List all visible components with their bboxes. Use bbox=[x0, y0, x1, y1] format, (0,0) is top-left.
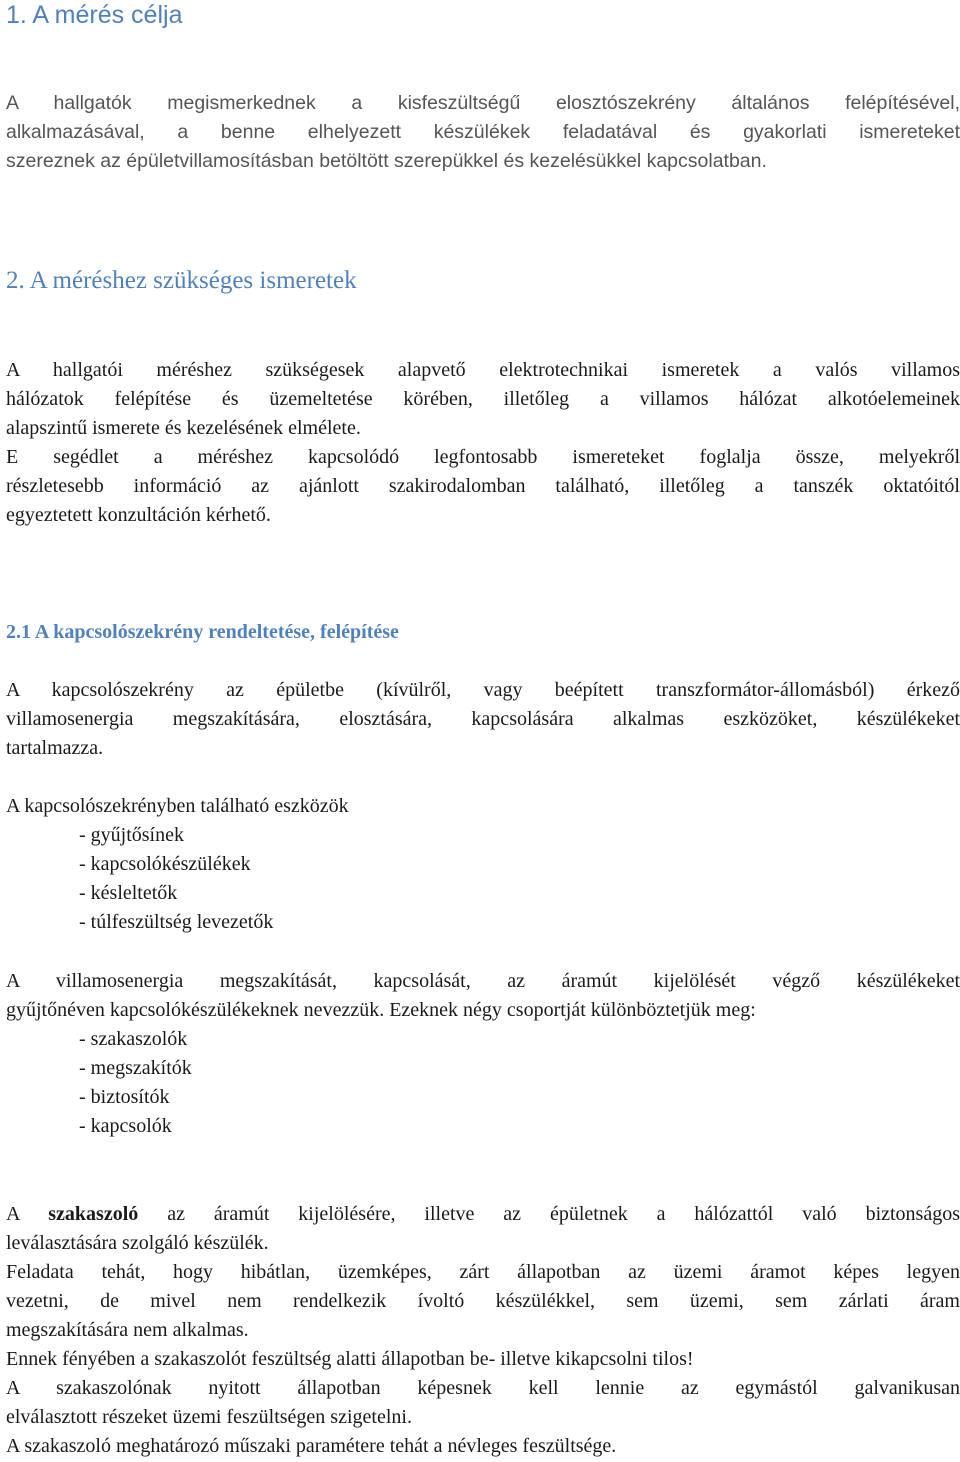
device-list bbox=[79, 821, 273, 937]
paragraph-line: E segédlet a méréshez kapcsolódó legfontosabb ismereteket foglalja össze, melyekről bbox=[6, 446, 960, 468]
paragraph-line: A szakaszoló meghatározó műszaki paramétere tehát a névleges feszültsége. bbox=[6, 1435, 617, 1457]
list-item: - késleltetők bbox=[79, 882, 178, 904]
section-2-paragraph-2 bbox=[6, 443, 960, 530]
paragraph-line: A szakaszolónak nyitott állapotban képesnek kell lennie az egymástól galvanikusan bbox=[6, 1377, 960, 1399]
list-item: - gyűjtősínek bbox=[79, 824, 184, 846]
szakaszolo-parameter bbox=[6, 1432, 960, 1461]
paragraph-line: vezetni, de mivel nem rendelkezik ívoltó készülékkel, sem üzemi, sem zárlati áram bbox=[6, 1290, 960, 1312]
line-prefix: A bbox=[6, 1203, 20, 1225]
paragraph-line: gyűjtőnéven kapcsolókészülékeknek nevezzük. Ezeknek négy csoportját különböztetjük meg: bbox=[6, 999, 756, 1021]
paragraph-line: szereznek az épületvillamosításban betöltött szerepükkel és kezelésükkel kapcsolatban. bbox=[6, 150, 767, 172]
paragraph-line: alkalmazásával, a benne elhelyezett készülékek feladatával és gyakorlati ismereteket bbox=[6, 121, 960, 143]
paragraph-line: tartalmazza. bbox=[6, 737, 104, 759]
line-rest: az áramút kijelölésére, illetve az épületnek a hálózattól való biztonságos bbox=[167, 1203, 960, 1225]
section-1-heading: 1. A mérés célja bbox=[6, 1, 183, 29]
paragraph-line: hálózatok felépítése és üzemeltetése körében, illetőleg a villamos hálózat alkotóelemeinek bbox=[6, 388, 960, 410]
switchgear-group-list bbox=[79, 1025, 192, 1141]
list-1-intro bbox=[6, 792, 960, 821]
paragraph-line: Feladata tehát, hogy hibátlan, üzemképes, zárt állapotban az üzemi áramot képes legyen bbox=[6, 1261, 960, 1283]
paragraph-line: A villamosenergia megszakítását, kapcsolását, az áramút kijelölését végző készülékeket bbox=[6, 970, 960, 992]
section-1-paragraph bbox=[6, 89, 960, 176]
list-item: - kapcsolókészülékek bbox=[79, 853, 251, 875]
section-2-1-paragraph-2 bbox=[6, 967, 960, 1025]
paragraph-line: leválasztására szolgáló készülék. bbox=[6, 1232, 269, 1254]
list-item: - biztosítók bbox=[79, 1086, 170, 1108]
szakaszolo-task bbox=[6, 1258, 960, 1345]
paragraph-line: megszakítására nem alkalmas. bbox=[6, 1319, 249, 1341]
paragraph-line: A hallgatók megismerkednek a kisfeszültségű elosztószekrény általános felépítésével, bbox=[6, 92, 960, 114]
list-item: - kapcsolók bbox=[79, 1115, 172, 1137]
paragraph-line: Ennek fényében a szakaszolót feszültség alatti állapotban be- illetve kikapcsolni tilos! bbox=[6, 1348, 694, 1370]
list-item: - megszakítók bbox=[79, 1057, 192, 1079]
paragraph-line: részletesebb információ az ajánlott szakirodalomban található, illetőleg a tanszék oktatóitól bbox=[6, 475, 960, 497]
section-2-paragraph-1 bbox=[6, 356, 960, 443]
section-2-heading: 2. A méréshez szükséges ismeretek bbox=[6, 267, 357, 294]
paragraph-line: A hallgatói méréshez szükségesek alapvető elektrotechnikai ismeretek a valós villamos bbox=[6, 359, 960, 381]
section-2-1-heading: 2.1 A kapcsolószekrény rendeltetése, felépítése bbox=[6, 621, 399, 643]
list-item: - szakaszolók bbox=[79, 1028, 188, 1050]
szakaszolo-isolation bbox=[6, 1374, 960, 1432]
paragraph-line: A kapcsolószekrényben található eszközök bbox=[6, 795, 349, 817]
paragraph-line: egyeztetett konzultáción kérhető. bbox=[6, 504, 271, 526]
term-bold: szakaszoló bbox=[48, 1203, 139, 1225]
list-item: - túlfeszültség levezetők bbox=[79, 911, 274, 933]
paragraph-line: elválasztott részeket üzemi feszültségen szigetelni. bbox=[6, 1406, 412, 1428]
paragraph-line: A kapcsolószekrény az épületbe (kívülről, vagy beépített transzformátor-állomásból) érkező bbox=[6, 679, 960, 701]
paragraph-line: villamosenergia megszakítására, elosztására, kapcsolására alkalmas eszközöket, készülékeket bbox=[6, 708, 960, 730]
szakaszolo-definition bbox=[6, 1200, 960, 1258]
paragraph-line bbox=[6, 1200, 960, 1229]
section-2-1-paragraph-1 bbox=[6, 676, 960, 763]
paragraph-line: alapszintű ismerete és kezelésének elmélete. bbox=[6, 417, 361, 439]
szakaszolo-warning bbox=[6, 1345, 960, 1374]
